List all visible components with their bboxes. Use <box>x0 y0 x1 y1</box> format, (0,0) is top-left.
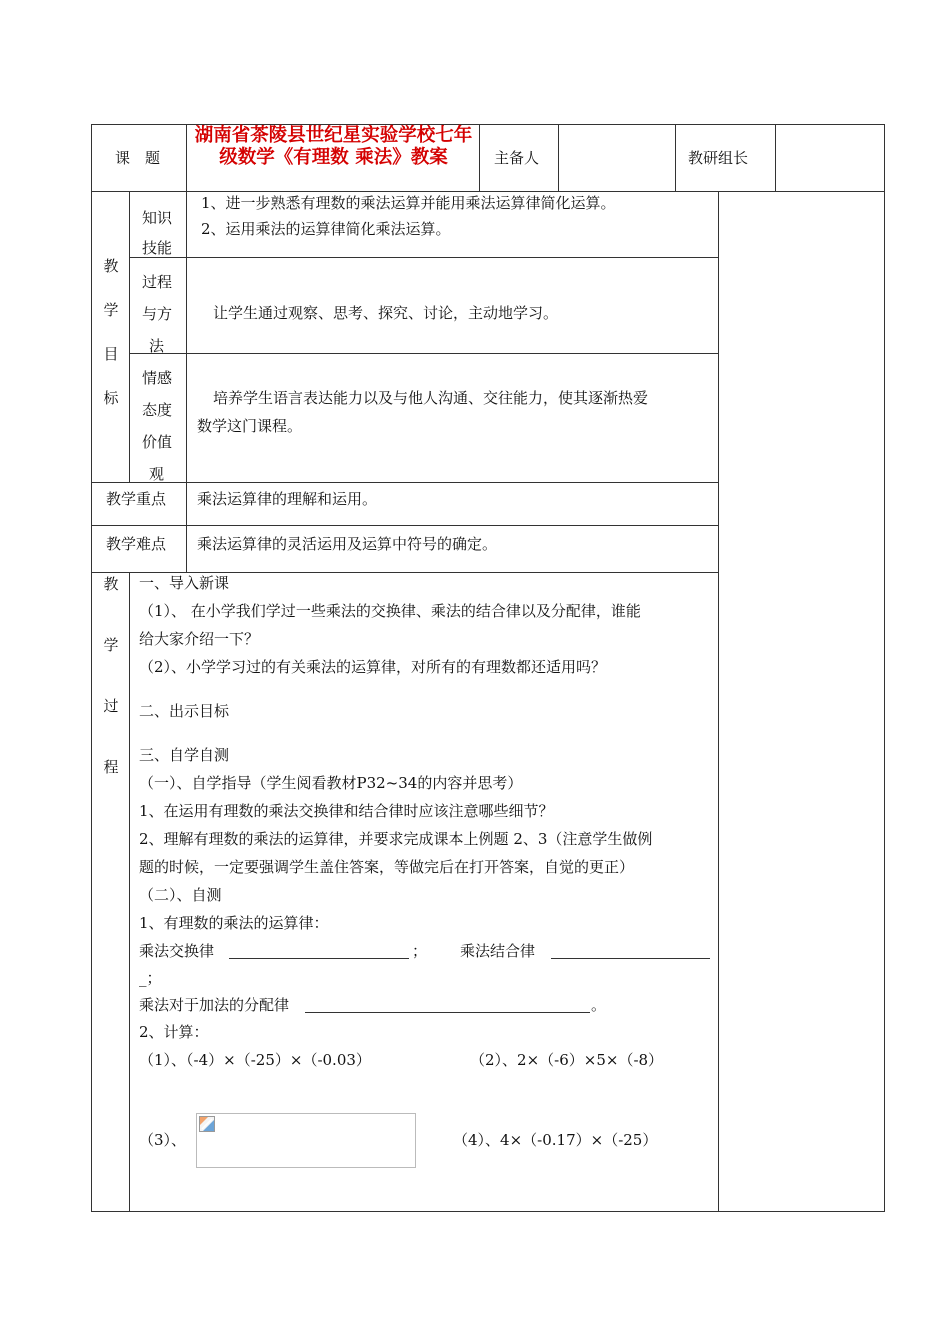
table-col-divider <box>775 124 776 191</box>
key-point-label: 教学重点 <box>106 490 167 508</box>
objectives-label-char: 目 <box>103 345 119 363</box>
commutative-law-label: 乘法交换律 <box>139 942 215 960</box>
broken-image-icon <box>199 1116 215 1132</box>
semicolon: ； <box>412 942 428 960</box>
emotion-line: 培养学生语言表达能力以及与他人沟通、交往能力，使其逐渐热爱 <box>213 389 649 407</box>
emotion-line: 数学这门课程。 <box>197 417 303 435</box>
process-line: 1、在运用有理数的乘法交换律和结合律时应该注意哪些细节？ <box>139 802 554 820</box>
process-line: （2）、小学学习过的有关乘法的运算律，对所有的有理数都还适用吗？ <box>139 658 607 676</box>
knowledge-line: 1、进一步熟悉有理数的乘法运算并能用乘法运算律简化运算。 <box>201 194 616 212</box>
section-heading: 一、导入新课 <box>139 574 230 592</box>
process-line: 2、计算： <box>139 1023 209 1041</box>
distributive-law-label: 乘法对于加法的分配律 <box>139 996 290 1014</box>
section-heading: 三、自学自测 <box>139 746 230 764</box>
knowledge-line: 2、运用乘法的运算律简化乘法运算。 <box>201 220 451 238</box>
process-label: 与方 <box>142 305 173 323</box>
commutative-law-blank <box>229 944 409 959</box>
table-col-divider <box>129 191 130 482</box>
key-point-text: 乘法运算律的理解和运用。 <box>197 490 378 508</box>
process-section-label-char: 教 <box>103 575 119 593</box>
table-col-divider <box>558 124 559 191</box>
associative-law-label: 乘法结合律 <box>460 942 536 960</box>
process-line: （1）、 在小学我们学过一些乘法的交换律、乘法的结合律以及分配律，谁能 <box>139 602 641 620</box>
process-label: 法 <box>149 337 165 355</box>
group-leader-label: 教研组长 <box>688 149 749 167</box>
process-section-label-char: 过 <box>103 697 119 715</box>
period: 。 <box>591 996 607 1014</box>
table-row-divider <box>91 191 885 192</box>
table-col-divider <box>675 124 676 191</box>
preparer-label: 主备人 <box>494 149 540 167</box>
distributive-law-blank <box>305 998 590 1013</box>
table-row-divider <box>129 257 718 258</box>
knowledge-label: 技能 <box>142 239 173 257</box>
table-col-divider <box>129 572 130 1212</box>
associative-law-blank <box>551 944 710 959</box>
knowledge-label: 知识 <box>142 209 173 227</box>
table-border-left <box>91 124 92 1212</box>
process-label: 过程 <box>142 273 173 291</box>
section-heading: 二、出示目标 <box>139 702 230 720</box>
process-line: （一）、自学指导（学生阅看教材P32~34的内容并思考） <box>139 774 523 792</box>
emotion-label: 观 <box>149 465 165 483</box>
table-row-divider <box>129 353 718 354</box>
objectives-label-char: 学 <box>103 301 119 319</box>
topic-label: 课 题 <box>115 149 161 167</box>
calc-item: （2）、2×（-6）×5×（-8） <box>470 1051 664 1069</box>
process-section-label-char: 程 <box>103 758 119 776</box>
emotion-label: 价值 <box>142 433 173 451</box>
semicolon: _； <box>139 969 162 987</box>
calc-item: （4）、4×（-0.17）×（-25） <box>453 1131 658 1149</box>
emotion-label: 态度 <box>142 401 173 419</box>
process-line: 2、理解有理数的乘法的运算律，并要求完成课本上例题 2、3（注意学生做例 <box>139 830 653 848</box>
table-border-bottom <box>91 1211 885 1212</box>
table-border-right <box>884 124 885 1212</box>
table-col-divider <box>479 124 480 191</box>
process-text: 让学生通过观察、思考、探究、讨论，主动地学习。 <box>213 304 559 322</box>
table-col-divider <box>186 124 187 191</box>
process-line: 给大家介绍一下？ <box>139 630 260 648</box>
process-line: （二）、自测 <box>139 886 222 904</box>
difficulty-label: 教学难点 <box>106 535 167 553</box>
objectives-label-char: 教 <box>103 257 119 275</box>
difficulty-text: 乘法运算律的灵活运用及运算中符号的确定。 <box>197 535 498 553</box>
process-line: 1、有理数的乘法的运算律： <box>139 914 329 932</box>
process-line: 题的时候，一定要强调学生盖住答案，等做完后在打开答案，自觉的更正） <box>139 858 635 876</box>
process-section-label-char: 学 <box>103 636 119 654</box>
objectives-label-char: 标 <box>103 389 119 407</box>
calc-item: （1）、（-4）×（-25）×（-0.03） <box>139 1051 371 1069</box>
emotion-label: 情感 <box>142 369 173 387</box>
formula-image-placeholder <box>196 1113 416 1168</box>
table-col-divider <box>718 191 719 1212</box>
page-title: 湖南省茶陵县世纪星实验学校七年级数学《有理数 乘法》教案 <box>194 125 473 168</box>
calc-item: （3）、 <box>139 1131 187 1149</box>
table-col-divider <box>186 191 187 572</box>
